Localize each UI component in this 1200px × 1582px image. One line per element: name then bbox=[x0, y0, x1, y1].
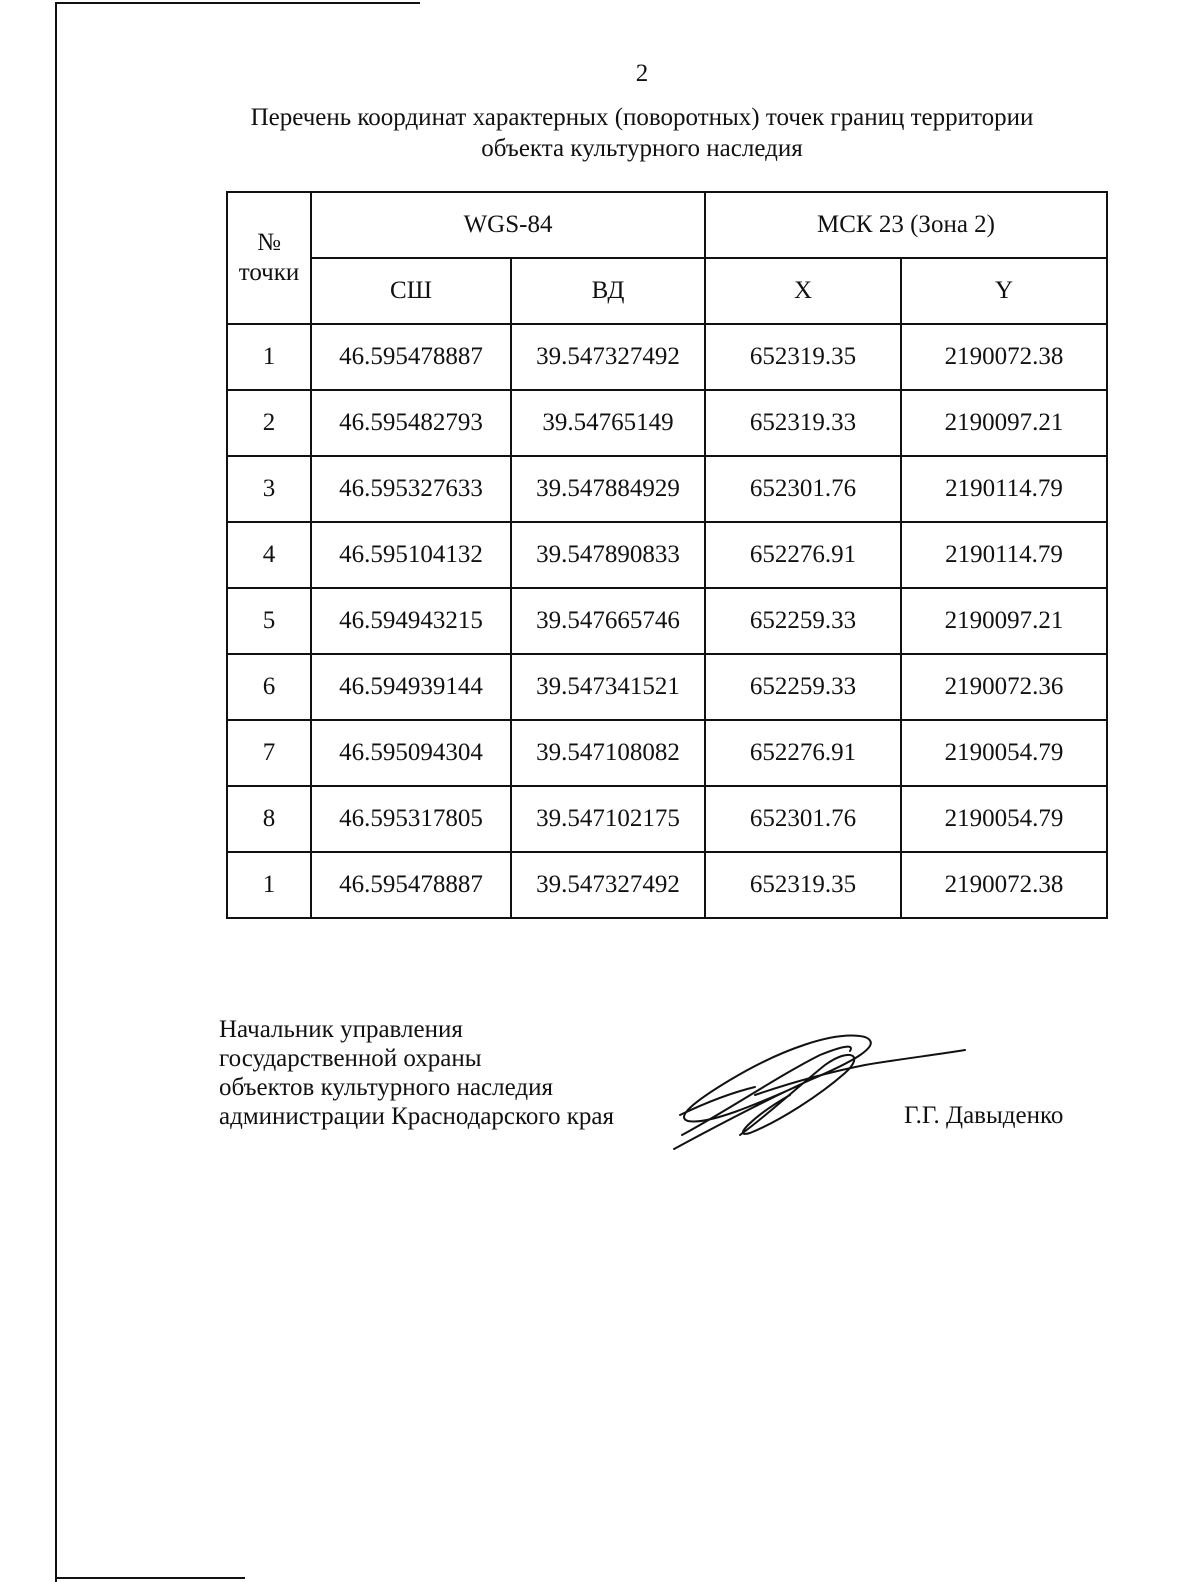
cell-point-number: 3 bbox=[227, 456, 311, 522]
cell-longitude: 39.547890833 bbox=[511, 522, 705, 588]
scan-border-bottom bbox=[55, 1577, 245, 1579]
table-row bbox=[227, 390, 1107, 456]
cell-x: 652259.33 bbox=[705, 588, 901, 654]
cell-y: 2190097.21 bbox=[901, 390, 1107, 456]
cell-latitude: 46.595478887 bbox=[311, 324, 511, 390]
cell-point-number: 6 bbox=[227, 654, 311, 720]
cell-x: 652301.76 bbox=[705, 786, 901, 852]
cell-point-number: 8 bbox=[227, 786, 311, 852]
number-sign: № bbox=[257, 229, 281, 256]
cell-y: 2190072.38 bbox=[901, 324, 1107, 390]
cell-y: 2190114.79 bbox=[901, 522, 1107, 588]
header-y: Y bbox=[901, 258, 1107, 324]
table-row bbox=[227, 324, 1107, 390]
header-wgs84: WGS-84 bbox=[311, 192, 705, 258]
cell-x: 652259.33 bbox=[705, 654, 901, 720]
scan-border-left bbox=[55, 2, 57, 1582]
table-row bbox=[227, 654, 1107, 720]
handwritten-signature bbox=[660, 1025, 980, 1155]
cell-longitude: 39.54765149 bbox=[511, 390, 705, 456]
header-x: X bbox=[705, 258, 901, 324]
cell-longitude: 39.547108082 bbox=[511, 720, 705, 786]
cell-x: 652319.35 bbox=[705, 852, 901, 918]
cell-longitude: 39.547327492 bbox=[511, 324, 705, 390]
table-row bbox=[227, 588, 1107, 654]
cell-point-number: 5 bbox=[227, 588, 311, 654]
cell-latitude: 46.595478887 bbox=[311, 852, 511, 918]
cell-y: 2190072.36 bbox=[901, 654, 1107, 720]
cell-latitude: 46.595317805 bbox=[311, 786, 511, 852]
table-row bbox=[227, 852, 1107, 918]
title-line-1: Перечень координат характерных (поворотных) точек границ территории bbox=[250, 104, 1034, 131]
position-line-4: администрации Краснодарского края bbox=[219, 1103, 615, 1130]
cell-x: 652276.91 bbox=[705, 522, 901, 588]
position-line-1: Начальник управления bbox=[219, 1016, 463, 1043]
cell-point-number: 4 bbox=[227, 522, 311, 588]
cell-x: 652276.91 bbox=[705, 720, 901, 786]
signatory-position bbox=[219, 1015, 614, 1131]
cell-latitude: 46.595327633 bbox=[311, 456, 511, 522]
cell-y: 2190054.79 bbox=[901, 786, 1107, 852]
cell-longitude: 39.547884929 bbox=[511, 456, 705, 522]
cell-point-number: 7 bbox=[227, 720, 311, 786]
cell-y: 2190097.21 bbox=[901, 588, 1107, 654]
cell-latitude: 46.595104132 bbox=[311, 522, 511, 588]
coordinates-table bbox=[226, 191, 1108, 919]
document-title bbox=[140, 102, 1144, 164]
cell-y: 2190072.38 bbox=[901, 852, 1107, 918]
cell-point-number: 2 bbox=[227, 390, 311, 456]
cell-latitude: 46.594943215 bbox=[311, 588, 511, 654]
table-row bbox=[227, 786, 1107, 852]
cell-y: 2190054.79 bbox=[901, 720, 1107, 786]
cell-longitude: 39.547102175 bbox=[511, 786, 705, 852]
table-row bbox=[227, 456, 1107, 522]
header-latitude: СШ bbox=[311, 258, 511, 324]
header-row-1 bbox=[227, 192, 1107, 258]
cell-longitude: 39.547665746 bbox=[511, 588, 705, 654]
position-line-3: объектов культурного наследия bbox=[219, 1074, 553, 1101]
cell-x: 652319.35 bbox=[705, 324, 901, 390]
number-word: точки bbox=[238, 259, 300, 286]
cell-latitude: 46.594939144 bbox=[311, 654, 511, 720]
cell-point-number: 1 bbox=[227, 852, 311, 918]
cell-y: 2190114.79 bbox=[901, 456, 1107, 522]
page-number: 2 bbox=[635, 60, 649, 87]
cell-point-number: 1 bbox=[227, 324, 311, 390]
table-row bbox=[227, 522, 1107, 588]
cell-x: 652319.33 bbox=[705, 390, 901, 456]
cell-longitude: 39.547341521 bbox=[511, 654, 705, 720]
scan-border-top bbox=[55, 2, 420, 4]
cell-latitude: 46.595482793 bbox=[311, 390, 511, 456]
cell-latitude: 46.595094304 bbox=[311, 720, 511, 786]
header-row-2 bbox=[227, 258, 1107, 324]
title-line-2: объекта культурного наследия bbox=[481, 135, 803, 162]
header-point-number bbox=[227, 192, 311, 324]
table-row bbox=[227, 720, 1107, 786]
cell-x: 652301.76 bbox=[705, 456, 901, 522]
cell-longitude: 39.547327492 bbox=[511, 852, 705, 918]
header-msk23: МСК 23 (Зона 2) bbox=[705, 192, 1107, 258]
signer-name: Г.Г. Давыденко bbox=[904, 1102, 1064, 1129]
header-longitude: ВД bbox=[511, 258, 705, 324]
position-line-2: государственной охраны bbox=[219, 1045, 482, 1072]
